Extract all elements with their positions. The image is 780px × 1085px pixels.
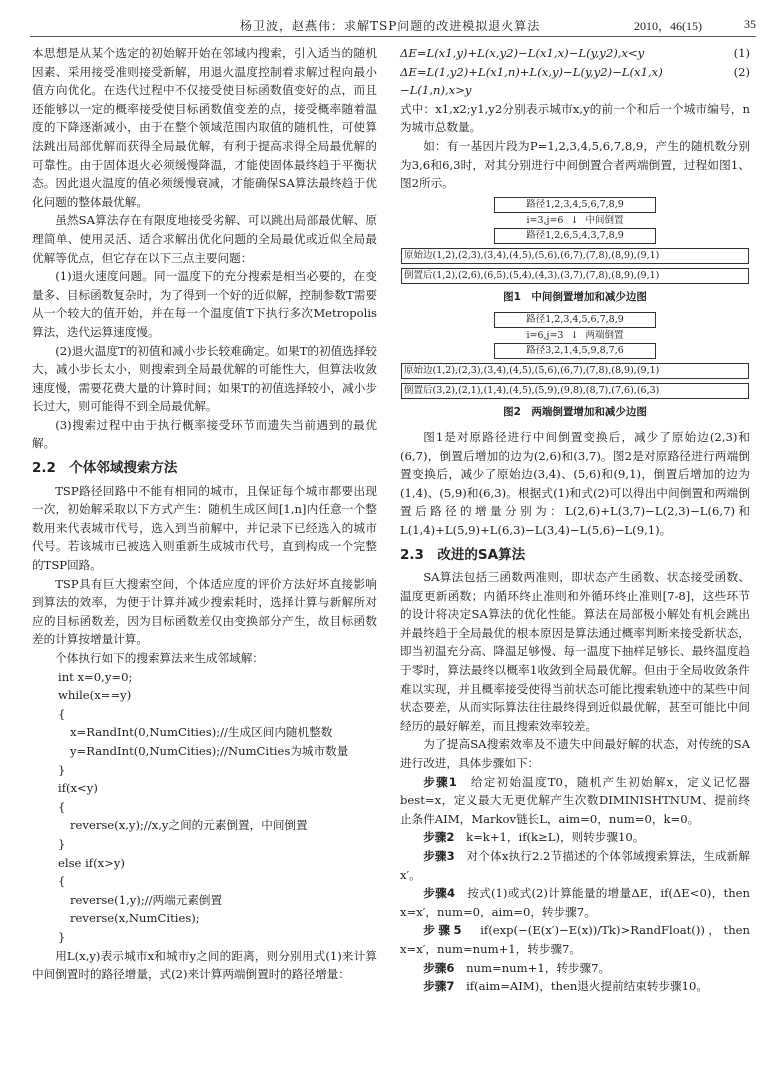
step-label: 步骤7	[423, 979, 455, 994]
reversed-edges-box: 倒置后(3,2),(2,1),(1,4),(4,5),(5,9),(9,8),(8,7),(7,6),(6,3)	[401, 383, 749, 399]
code-line: }	[58, 929, 66, 944]
code-line: while(x==y)	[58, 688, 132, 703]
code-line: {	[58, 799, 66, 814]
reversed-edges-box: 倒置后(1,2),(2,6),(6,5),(5,4),(4,3),(3,7),(7,8),(8,9),(9,1)	[401, 268, 749, 284]
step-label: 步骤3	[423, 849, 455, 863]
paragraph: SA算法包括三函数两准则，即状态产生函数、状态接受函数、温度更新函数；内循环终止准则和外循环终止准则[7-8]，这些环节的设计将决定SA算法的优化性能。算法在局部极小解处有机会跳出并最终趋于全局最优的根本原因是算法通过概率判断来接受新状态，即当初温充分高、降温足够慢、每一温度下抽样足够长、最终温度趋于零时，算法最终以概率1收敛到全局最优解。但由于全局收敛条件难以实现，并且概率接受使得当前状态可能比搜索轨迹中的某些中间状态要差，从而实际算法往往最终得到近似最优解，甚至可能比中间经历的最好解差，而且搜索效率较差。	[400, 570, 750, 733]
algorithm-step	[400, 921, 750, 958]
code-line: y=RandInt(0,NumCities);//NumCities为城市数量	[70, 743, 349, 758]
path-box: 路径1,2,3,4,5,6,7,8,9	[494, 312, 656, 328]
algorithm-step	[400, 828, 750, 847]
paragraph: 本思想是从某个选定的初始解开始在邻域内搜索，引入适当的随机因素、采用接受准则接受新解，用退火温度控制着求解过程向最小值方向优化。在迭代过程中不仅接受使目标函数值变好的点，而且还能够以一定的概率接受使目标函数值变差的点，接受概率随着温度的下降逐渐减小，由于在整个领域范围内取值的随机性，可使算法跳出局部优解而获得全局最优解，有利于提高求得全局最优解的可靠性。由于固体退火必须缓慢降温，才能使固体最终趋于平衡状态。因此退火温度的值必须缓慢衰减，才能确保SA算法最终趋于优化问题的整体最优解。	[32, 46, 377, 209]
operation-name: 中间倒置	[585, 214, 624, 226]
paragraph: 如：有一基因片段为P=1,2,3,4,5,6,7,8,9，产生的随机数分别为3,6和6,3时，对其分别进行中间倒置合者两端倒置，过程如图1、图2所示。	[400, 138, 750, 191]
code-line: reverse(x,y);//x,y之间的元素倒置，中间倒置	[70, 818, 308, 833]
step-label: 步骤4	[423, 886, 456, 901]
step-text: 给定初始温度T0，随机产生初始解x，定义记忆器best=x，定义最大无更优解产生次数DIMINISHTNUM、提前终止条件AIM，Markov链长L，aim=0，num=0，k=0。	[400, 774, 750, 826]
code-line: int x=0,y=0;	[58, 669, 133, 684]
paragraph: 个体执行如下的搜索算法来生成邻域解：	[55, 651, 264, 665]
code-line: reverse(1,y);//两端元素倒置	[70, 892, 223, 907]
down-arrow-icon: ↓	[570, 214, 579, 226]
equation-1	[400, 44, 750, 63]
code-line: if(x<y)	[58, 781, 98, 796]
code-line: {	[58, 874, 66, 889]
section-heading: 2.3 改进的SA算法	[400, 546, 526, 563]
code-line: {	[58, 706, 66, 721]
down-arrow-icon: ↓	[570, 330, 579, 342]
header-volume: 2010，46(15)	[634, 19, 702, 33]
paragraph: (2)退火温度T的初值和减小步长较难确定。如果T的初值选择较大，减小步长太小，则搜索到全局最优解的可能性大，但算法收敛速度慢，需要花费大量的计算时间；如果T的初值选择较小，减小步长过大，则可能得不到全局最优解。	[32, 343, 377, 414]
code-block	[32, 668, 377, 947]
paragraph: 图1是对原路径进行中间倒置变换后，减少了原始边(2,3)和(6,7)，倒置后增加的边为(2,6)和(3,7)。图2是对原路径进行两端倒置变换后，减少了原始边(3,4)、(5,6)和(9,1)，倒置后增加的边为(1,4)、(5,9)和(6,3)。根据式(1)和式(2)可以得出中间倒置和两端倒置后路径的增量分别为：L(2,6)+L(3,7)−L(2,3)−L(6,7)和L(1,4)+L(5,9)+L(6,3)−L(3,4)−L(5,6)−L(9,1)。	[400, 429, 750, 537]
figure-1	[400, 197, 750, 307]
paragraph: 式中：x1,x2;y1,y2分别表示城市x,y的前一个和后一个城市编号，n为城市总数量。	[400, 101, 750, 135]
step-label: 步骤5	[423, 923, 462, 938]
paragraph: (1)退火速度问题。同一温度下的充分搜索是相当必要的，在变量多、目标函数复杂时，为了得到一个好的近似解，控制参数T需要从一个较大的值开始，并在每一个温度值T下执行多次Metropolis算法，迭代运算速度慢。	[32, 269, 377, 339]
path-box: 路径3,2,1,4,5,9,8,7,6	[494, 343, 656, 359]
paragraph: (3)搜索过程中由于执行概率接受环节而遗失当前遇到的最优解。	[32, 417, 377, 451]
operation-label	[400, 214, 750, 227]
equation-number: (2)	[733, 64, 750, 79]
figure-caption: 图1 中间倒置增加和减少边图	[503, 290, 647, 303]
paragraph: TSP具有巨大搜索空间，个体适应度的评价方法好坏直接影响到算法的效率，为便于计算并减少搜索耗时，选择计算与新解所对应的目标函数差，因为目标函数差仅由变换部分产生，故目标函数差的计算按增量计算。	[32, 576, 377, 647]
figure-caption: 图2 两端倒置增加和减少边图	[503, 406, 647, 419]
step-text: if(aim=AIM)，then退火提前结束转步骤10。	[466, 979, 708, 994]
step-label: 步骤2	[423, 830, 455, 845]
step-text: num=num+1，转步骤7。	[466, 960, 611, 975]
code-line: reverse(x,NumCities);	[70, 911, 200, 926]
equation-body: ΔE=L(x1,y)+L(x,y2)−L(x1,x)−L(y,y2),x<y	[400, 46, 645, 60]
step-label: 步骤1	[423, 774, 457, 789]
paragraph: TSP路径回路中不能有相同的城市，且保证每个城市都要出现一次，初始解采取以下方式产生：随机生成区间[1,n]内任意一个整数用来代表城市代号，选入到当前解中，并记录下已经选入的城市代号。若该城市已被选入则重新生成城市代号，直到构成一个完整的TSP回路。	[32, 483, 377, 573]
algorithm-step	[400, 959, 750, 978]
code-line: }	[58, 836, 66, 851]
running-header	[30, 14, 756, 37]
header-title: 杨卫波，赵燕伟：求解TSP问题的改进模拟退火算法	[240, 19, 541, 33]
step-text: if(exp(−(E(x′)−E(x))/Tk)>RandFloat())，then x=x′，num=num+1，转步骤7。	[400, 923, 750, 956]
operation-label	[400, 329, 750, 342]
right-column	[400, 44, 750, 996]
equation-number: (1)	[733, 46, 750, 60]
left-column	[32, 44, 377, 984]
code-line: x=RandInt(0,NumCities);//生成区间内随机整数	[70, 725, 333, 740]
paragraph: 虽然SA算法存在有限度地接受劣解、可以跳出局部最优解、原理简单、使用灵活、适合求解出优化问题的全局最优或近似全局最优解等优点，但它存在以下三点主要问题：	[32, 213, 377, 265]
operation-indices: i=3,j=6	[526, 214, 564, 226]
code-line: else if(x>y)	[58, 855, 125, 870]
algorithm-step	[400, 847, 750, 884]
algorithm-step	[400, 773, 750, 829]
equation-body: ΔE=L(1,y2)+L(x1,n)+L(x,y)−L(y,y2)−L(x1,x)−L(1,n),x>y	[400, 64, 663, 98]
operation-indices: i=6,j=3	[526, 330, 564, 342]
path-box: 路径1,2,3,4,5,6,7,8,9	[494, 197, 656, 213]
original-edges-box: 原始边(1,2),(2,3),(3,4),(4,5),(5,6),(6,7),(7,8),(8,9),(9,1)	[401, 248, 749, 264]
operation-name: 两端倒置	[585, 330, 624, 342]
figure-2	[400, 312, 750, 422]
algorithm-step	[400, 884, 750, 921]
page-number: 35	[744, 17, 756, 31]
equation-2	[400, 63, 750, 100]
paragraph: 为了提高SA搜索效率及不遗失中间最好解的状态，对传统的SA进行改进，具体步骤如下：	[400, 737, 750, 771]
algorithm-step	[400, 977, 750, 996]
step-text: 按式(1)或式(2)计算能量的增量ΔE，if(ΔE<0)，then x=x′，num=0，aim=0，转步骤7。	[400, 886, 750, 919]
step-text: k=k+1，if(k≥L)，则转步骤10。	[466, 830, 645, 845]
paragraph: 用L(x,y)表示城市x和城市y之间的距离，则分别用式(1)来计算中间倒置时的路径增量，式(2)来计算两端倒置时的路径增量：	[32, 948, 377, 982]
path-box: 路径1,2,6,5,4,3,7,8,9	[494, 228, 656, 244]
code-line: }	[58, 762, 66, 777]
step-label: 步骤6	[423, 960, 455, 975]
original-edges-box: 原始边(1,2),(2,3),(3,4),(4,5),(5,6),(6,7),(7,8),(8,9),(9,1)	[401, 363, 749, 379]
section-heading: 2.2 个体邻域搜索方法	[32, 460, 178, 477]
step-text: 对个体x执行2.2节描述的个体邻域搜索算法，生成新解x′。	[400, 849, 750, 882]
